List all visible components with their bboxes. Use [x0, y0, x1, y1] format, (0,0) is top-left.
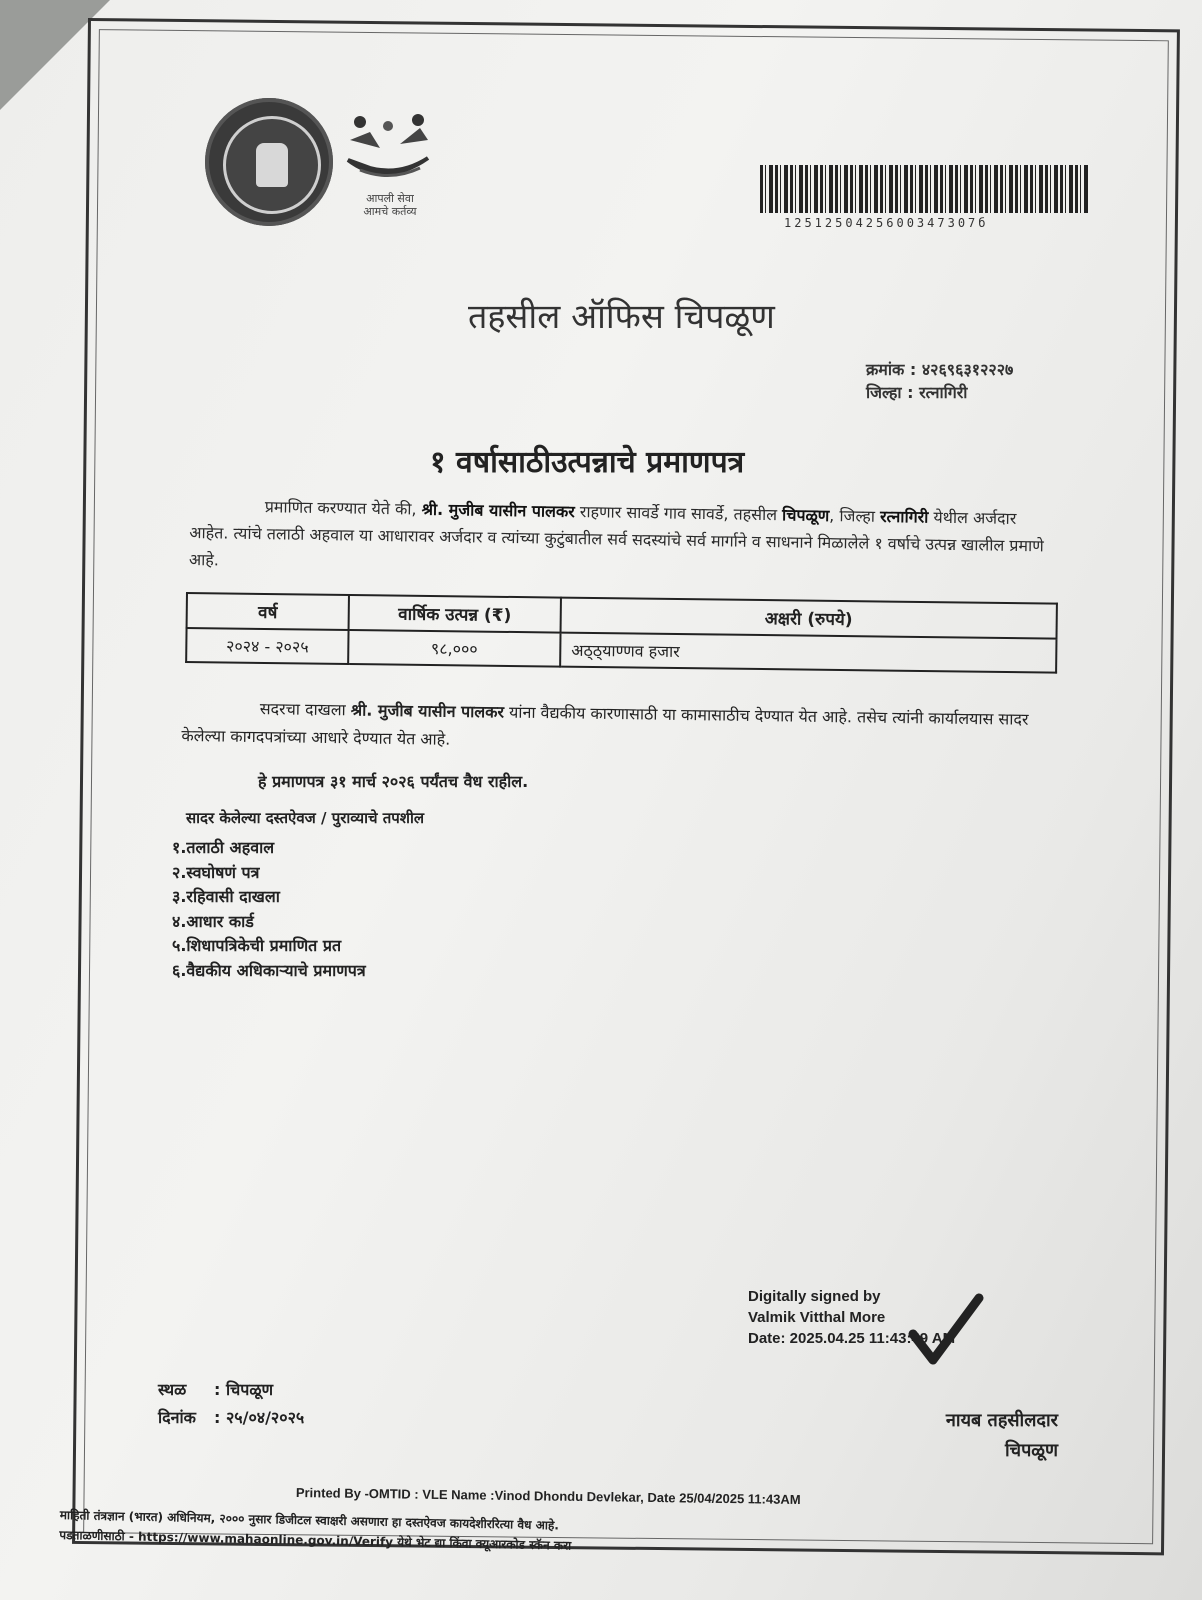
cell-income: ९८,०००	[348, 630, 560, 667]
header-year: वर्ष	[187, 593, 349, 630]
district-value: रत्नागिरी	[919, 383, 968, 402]
date-line: दिनांक : २५/०४/२०२५	[158, 1404, 304, 1432]
list-item: ३.रहिवासी दाखला	[172, 887, 280, 906]
logo-caption	[340, 192, 440, 218]
document-inner-border	[83, 29, 1169, 1544]
signature-line2: Valmik Vitthal More	[748, 1309, 886, 1326]
header-annual-income: वार्षिक उत्पन्न (₹)	[349, 595, 561, 633]
signature-line1: Digitally signed by	[748, 1288, 881, 1305]
officer-title: नायब तहसीलदार	[945, 1410, 1058, 1431]
intro-part3: , जिल्हा	[829, 506, 881, 526]
district-name: रत्नागिरी	[879, 506, 929, 527]
validity-statement: हे प्रमाणपत्र ३१ मार्च २०२६ पर्यंतच वैध राहील.	[258, 772, 529, 791]
list-item: १.तलाठी अहवाल	[172, 838, 275, 857]
aaple-sarkar-logo-icon	[340, 110, 435, 190]
serial-value: ४२६९६३१२२२७	[921, 360, 1014, 379]
serial-line	[866, 358, 1013, 381]
intro-part2: राहणार सावर्डे गाव सावर्डे, तहसील	[574, 502, 783, 525]
purpose-part2: यांना वैद्यकीय कारणासाठी या कामासाठीच देण्यात येत आहे. तसेच त्यांनी कार्यालयास सादर केलेल्या कागदपत्रांच्या आधारे देण्यात येत आहे.	[181, 702, 1029, 749]
office-name: तहसील ऑफिस चिपळूण	[468, 297, 775, 337]
logo-caption-line1: आपली सेवा	[366, 192, 414, 205]
footnote-line2: पडताळणीसाठी - https://www.mahaonline.gov.in/Verify येथे भेट द्या किंवा क्यूआरकोड स्कॅन करा	[59, 1527, 572, 1553]
list-item: ६.वैद्यकीय अधिकाऱ्याचे प्रमाणपत्र	[172, 960, 366, 980]
document-border	[72, 18, 1180, 1555]
barcode	[760, 165, 1090, 213]
purpose-paragraph	[181, 694, 1042, 762]
taluka-name: चिपळूण	[781, 505, 830, 526]
logo-caption-line2: आमचे कर्तव्य	[363, 205, 417, 218]
intro-paragraph	[189, 492, 1060, 587]
date-label: दिनांक	[158, 1408, 196, 1427]
place-label: स्थळ	[158, 1380, 187, 1399]
certificate-title: १ वर्षासाठीउत्पन्नाचे प्रमाणपत्र	[430, 445, 745, 480]
intro-part1: प्रमाणित करण्यात येते की,	[264, 497, 422, 519]
place-value: चिपळूण	[225, 1380, 274, 1399]
verified-check-icon	[905, 1290, 985, 1370]
cell-income-words: अठ्ठ्याण्णव हजार	[560, 633, 1056, 673]
barcode-number: 1251250425600347307б	[784, 216, 989, 230]
income-table	[185, 592, 1058, 674]
seal-ring	[223, 116, 321, 214]
maharashtra-seal-icon	[205, 98, 333, 226]
district-label: जिल्हा :	[866, 383, 914, 402]
list-item: २.स्वघोषणं पत्र	[172, 862, 260, 882]
applicant-name: श्री. मुजीब यासीन पालकर	[421, 499, 575, 522]
officer-block	[902, 1406, 1058, 1466]
seal-emblem	[256, 143, 288, 187]
serial-label: क्रमांक :	[866, 360, 917, 379]
cell-year: २०२४ - २०२५	[186, 628, 348, 664]
header-in-words: अक्षरी (रुपये)	[561, 598, 1057, 639]
printed-by-line: Printed By -OMTID : VLE Name :Vinod Dhondu Devlekar, Date 25/04/2025 11:43AM	[295, 1485, 801, 1508]
signature-line3: Date: 2025.04.25 11:43:49 AM	[748, 1330, 956, 1347]
purpose-part1: सदरचा दाखला	[259, 699, 351, 720]
footnote-line1: माहिती तंत्रज्ञान (भारत) अधिनियम, २००० नुसार डिजीटल स्वाक्षरी असणारा हा दस्तऐवज कायदेशीररित्या वैध आहे.	[59, 1507, 559, 1533]
date-value: २५/०४/२०२५	[225, 1408, 305, 1427]
documents-heading: सादर केलेल्या दस्तऐवज / पुराव्याचे तपशील	[186, 809, 425, 827]
intro-part4: येथील अर्जदार आहेत. त्यांचे तलाठी अहवाल या आधारावर अर्जदार व त्यांच्या कुटुंबातील सर्व सदस्यांचे सर्व मार्गाने व साधनाने मिळालेले १ वर्षाचे उत्पन्न खालील प्रमाणे आहे.	[188, 507, 1044, 570]
officer-office: चिपळूण	[1004, 1440, 1058, 1461]
list-item: ५.शिधापत्रिकेची प्रमाणित प्रत	[172, 936, 342, 955]
list-item: ४.आधार कार्ड	[172, 911, 254, 931]
place-date-block	[158, 1376, 304, 1432]
district-line	[866, 381, 1013, 404]
certificate-meta	[866, 358, 1013, 404]
documents-list	[172, 836, 366, 983]
purpose-applicant-name: श्री. मुजीब यासीन पालकर	[350, 700, 505, 722]
place-line: स्थळ : चिपळूण	[158, 1376, 304, 1404]
